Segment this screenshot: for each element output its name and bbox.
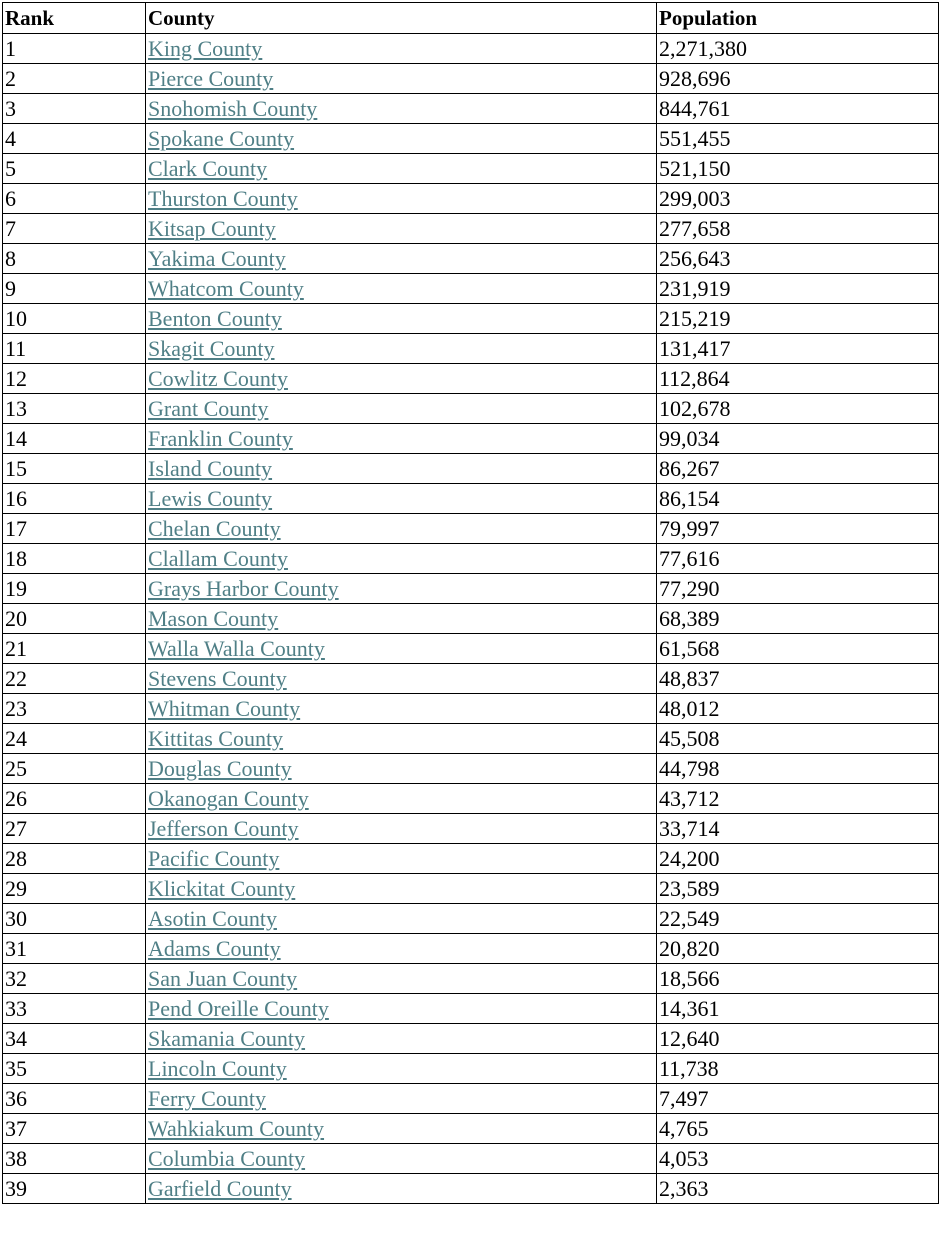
county-link[interactable]: Douglas County — [148, 756, 292, 781]
population-cell: 11,738 — [657, 1054, 939, 1084]
table-row — [3, 664, 939, 694]
population-cell: 131,417 — [657, 334, 939, 364]
rank-cell: 39 — [3, 1174, 146, 1204]
county-cell — [146, 214, 657, 244]
population-cell: 48,012 — [657, 694, 939, 724]
table-row — [3, 934, 939, 964]
population-cell: 77,616 — [657, 544, 939, 574]
table-row — [3, 514, 939, 544]
table-header-row — [3, 3, 939, 34]
county-link[interactable]: Stevens County — [148, 666, 287, 691]
county-link[interactable]: Benton County — [148, 306, 282, 331]
county-cell — [146, 574, 657, 604]
county-link[interactable]: Okanogan County — [148, 786, 309, 811]
county-link[interactable]: Grays Harbor County — [148, 576, 339, 601]
rank-cell: 35 — [3, 1054, 146, 1084]
county-cell — [146, 1144, 657, 1174]
table-row — [3, 574, 939, 604]
population-cell: 22,549 — [657, 904, 939, 934]
rank-cell: 11 — [3, 334, 146, 364]
table-row — [3, 1174, 939, 1204]
rank-cell: 1 — [3, 34, 146, 64]
county-link[interactable]: Klickitat County — [148, 876, 296, 901]
population-cell: 99,034 — [657, 424, 939, 454]
county-link[interactable]: Whitman County — [148, 696, 301, 721]
table-row — [3, 904, 939, 934]
table-row — [3, 1144, 939, 1174]
table-row — [3, 844, 939, 874]
county-header: County — [146, 3, 657, 34]
table-row — [3, 814, 939, 844]
table-row — [3, 604, 939, 634]
table-row — [3, 874, 939, 904]
county-link[interactable]: Kitsap County — [148, 216, 276, 241]
county-cell — [146, 94, 657, 124]
county-link[interactable]: Wahkiakum County — [148, 1116, 325, 1141]
population-header: Population — [657, 3, 939, 34]
population-cell: 86,267 — [657, 454, 939, 484]
rank-header: Rank — [3, 3, 146, 34]
population-cell: 231,919 — [657, 274, 939, 304]
county-cell — [146, 634, 657, 664]
county-cell — [146, 1114, 657, 1144]
table-row — [3, 634, 939, 664]
county-cell — [146, 364, 657, 394]
rank-cell: 33 — [3, 994, 146, 1024]
population-cell: 44,798 — [657, 754, 939, 784]
county-cell — [146, 814, 657, 844]
population-cell: 7,497 — [657, 1084, 939, 1114]
rank-cell: 27 — [3, 814, 146, 844]
county-cell — [146, 394, 657, 424]
population-cell: 4,053 — [657, 1144, 939, 1174]
county-link[interactable]: Walla Walla County — [148, 636, 325, 661]
population-cell: 48,837 — [657, 664, 939, 694]
county-link[interactable]: Columbia County — [148, 1146, 306, 1171]
county-cell — [146, 1084, 657, 1114]
population-cell: 277,658 — [657, 214, 939, 244]
county-link[interactable]: Chelan County — [148, 516, 281, 541]
county-link[interactable]: Mason County — [148, 606, 279, 631]
county-link[interactable]: Kittitas County — [148, 726, 284, 751]
county-cell — [146, 964, 657, 994]
table-row — [3, 214, 939, 244]
table-row — [3, 274, 939, 304]
county-link[interactable]: Lewis County — [148, 486, 273, 511]
rank-cell: 23 — [3, 694, 146, 724]
county-population-table — [2, 2, 939, 1204]
population-cell: 844,761 — [657, 94, 939, 124]
county-cell — [146, 244, 657, 274]
county-cell — [146, 1174, 657, 1204]
county-link[interactable]: Grant County — [148, 396, 269, 421]
rank-cell: 16 — [3, 484, 146, 514]
county-cell — [146, 1054, 657, 1084]
population-cell: 256,643 — [657, 244, 939, 274]
rank-cell: 38 — [3, 1144, 146, 1174]
table-row — [3, 334, 939, 364]
county-link[interactable]: Whatcom County — [148, 276, 304, 301]
table-row — [3, 154, 939, 184]
table-row — [3, 94, 939, 124]
population-cell: 43,712 — [657, 784, 939, 814]
county-link[interactable]: Yakima County — [148, 246, 286, 271]
rank-cell: 30 — [3, 904, 146, 934]
table-row — [3, 34, 939, 64]
county-link[interactable]: Skamania County — [148, 1026, 306, 1051]
county-link[interactable]: Pacific County — [148, 846, 280, 871]
county-cell — [146, 424, 657, 454]
rank-cell: 24 — [3, 724, 146, 754]
county-link[interactable]: Lincoln County — [148, 1056, 287, 1081]
county-cell — [146, 334, 657, 364]
county-cell — [146, 604, 657, 634]
county-link[interactable]: Ferry County — [148, 1086, 266, 1111]
county-link[interactable]: Clark County — [148, 156, 268, 181]
population-cell: 77,290 — [657, 574, 939, 604]
population-cell: 23,589 — [657, 874, 939, 904]
rank-cell: 34 — [3, 1024, 146, 1054]
table-row — [3, 544, 939, 574]
population-cell: 102,678 — [657, 394, 939, 424]
county-cell — [146, 484, 657, 514]
rank-cell: 6 — [3, 184, 146, 214]
county-link[interactable]: Jefferson County — [148, 816, 299, 841]
county-link[interactable]: Franklin County — [148, 426, 293, 451]
rank-cell: 14 — [3, 424, 146, 454]
county-link[interactable]: Asotin County — [148, 906, 277, 931]
county-cell — [146, 784, 657, 814]
table-row — [3, 364, 939, 394]
rank-cell: 2 — [3, 64, 146, 94]
population-cell: 299,003 — [657, 184, 939, 214]
county-cell — [146, 34, 657, 64]
population-cell: 12,640 — [657, 1024, 939, 1054]
population-cell: 33,714 — [657, 814, 939, 844]
rank-cell: 36 — [3, 1084, 146, 1114]
county-cell — [146, 454, 657, 484]
population-cell: 14,361 — [657, 994, 939, 1024]
rank-cell: 32 — [3, 964, 146, 994]
county-cell — [146, 184, 657, 214]
rank-cell: 9 — [3, 274, 146, 304]
rank-cell: 5 — [3, 154, 146, 184]
county-cell — [146, 64, 657, 94]
county-link[interactable]: Pierce County — [148, 66, 274, 91]
county-cell — [146, 664, 657, 694]
county-cell — [146, 724, 657, 754]
population-cell: 521,150 — [657, 154, 939, 184]
table-row — [3, 724, 939, 754]
population-cell: 551,455 — [657, 124, 939, 154]
county-link[interactable]: Spokane County — [148, 126, 295, 151]
county-link[interactable]: Thurston County — [148, 186, 298, 211]
county-cell — [146, 124, 657, 154]
rank-cell: 13 — [3, 394, 146, 424]
population-cell: 68,389 — [657, 604, 939, 634]
table-row — [3, 184, 939, 214]
table-row — [3, 394, 939, 424]
county-cell — [146, 514, 657, 544]
table-row — [3, 244, 939, 274]
rank-cell: 20 — [3, 604, 146, 634]
table-row — [3, 784, 939, 814]
county-cell — [146, 274, 657, 304]
rank-cell: 22 — [3, 664, 146, 694]
table-row — [3, 64, 939, 94]
county-cell — [146, 544, 657, 574]
table-row — [3, 994, 939, 1024]
rank-cell: 21 — [3, 634, 146, 664]
rank-cell: 25 — [3, 754, 146, 784]
table-body — [3, 34, 939, 1204]
population-cell: 2,271,380 — [657, 34, 939, 64]
table-row — [3, 424, 939, 454]
county-link[interactable]: Snohomish County — [148, 96, 318, 121]
population-cell: 45,508 — [657, 724, 939, 754]
county-link[interactable]: Island County — [148, 456, 273, 481]
rank-cell: 31 — [3, 934, 146, 964]
population-cell: 4,765 — [657, 1114, 939, 1144]
population-cell: 79,997 — [657, 514, 939, 544]
rank-cell: 29 — [3, 874, 146, 904]
county-cell — [146, 874, 657, 904]
table-row — [3, 304, 939, 334]
rank-cell: 4 — [3, 124, 146, 154]
table-row — [3, 484, 939, 514]
rank-cell: 18 — [3, 544, 146, 574]
county-cell — [146, 304, 657, 334]
county-link[interactable]: Pend Oreille County — [148, 996, 329, 1021]
county-link[interactable]: Garfield County — [148, 1176, 292, 1201]
county-cell — [146, 844, 657, 874]
table-row — [3, 1084, 939, 1114]
table-row — [3, 124, 939, 154]
county-cell — [146, 754, 657, 784]
table-row — [3, 694, 939, 724]
population-cell: 112,864 — [657, 364, 939, 394]
rank-cell: 19 — [3, 574, 146, 604]
county-cell — [146, 904, 657, 934]
table-row — [3, 964, 939, 994]
rank-cell: 12 — [3, 364, 146, 394]
rank-cell: 3 — [3, 94, 146, 124]
population-cell: 20,820 — [657, 934, 939, 964]
population-cell: 24,200 — [657, 844, 939, 874]
county-link[interactable]: Cowlitz County — [148, 366, 288, 391]
rank-cell: 10 — [3, 304, 146, 334]
rank-cell: 26 — [3, 784, 146, 814]
county-cell — [146, 994, 657, 1024]
rank-cell: 8 — [3, 244, 146, 274]
population-cell: 18,566 — [657, 964, 939, 994]
population-cell: 61,568 — [657, 634, 939, 664]
table-row — [3, 754, 939, 784]
county-link[interactable]: King County — [148, 36, 263, 61]
population-cell: 928,696 — [657, 64, 939, 94]
county-link[interactable]: Adams County — [148, 936, 281, 961]
table-row — [3, 1024, 939, 1054]
table-row — [3, 454, 939, 484]
table-row — [3, 1114, 939, 1144]
county-link[interactable]: Skagit County — [148, 336, 275, 361]
county-cell — [146, 1024, 657, 1054]
rank-cell: 28 — [3, 844, 146, 874]
rank-cell: 17 — [3, 514, 146, 544]
rank-cell: 37 — [3, 1114, 146, 1144]
county-cell — [146, 694, 657, 724]
table-row — [3, 1054, 939, 1084]
county-link[interactable]: Clallam County — [148, 546, 288, 571]
county-cell — [146, 934, 657, 964]
county-cell — [146, 154, 657, 184]
county-link[interactable]: San Juan County — [148, 966, 298, 991]
population-cell: 2,363 — [657, 1174, 939, 1204]
population-cell: 215,219 — [657, 304, 939, 334]
population-cell: 86,154 — [657, 484, 939, 514]
rank-cell: 15 — [3, 454, 146, 484]
rank-cell: 7 — [3, 214, 146, 244]
